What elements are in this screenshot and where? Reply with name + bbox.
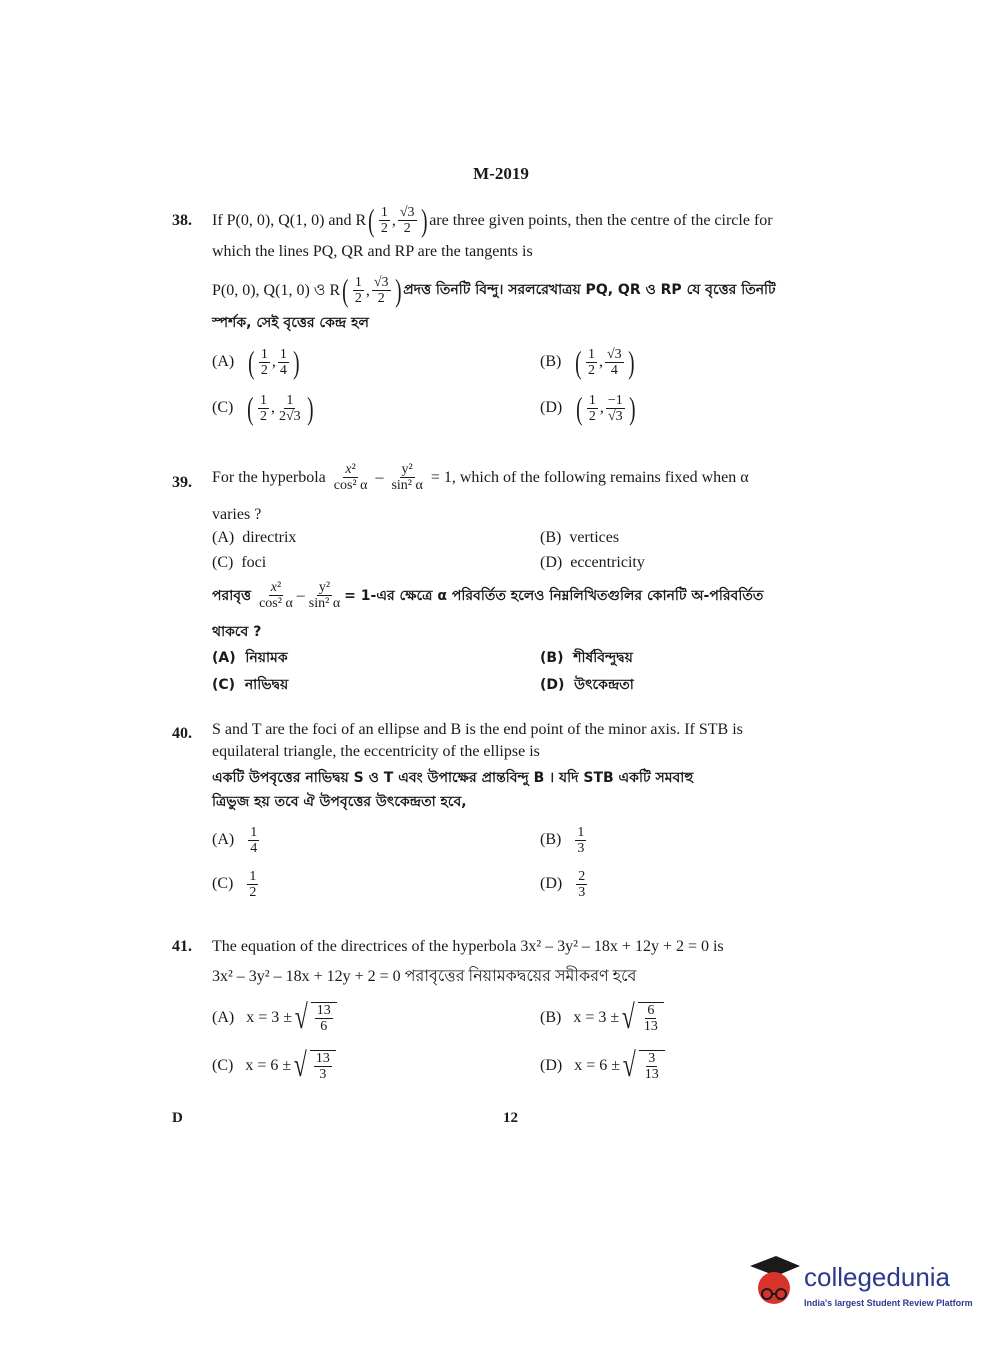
q40-option-a: (A) $\frac{1}{4}$	[212, 824, 258, 856]
q38-bengali-line2: স্পর্শক, সেই বৃত্তের কেন্দ্র হল	[212, 315, 369, 331]
q39-option-b-bn: (B) শীর্ষবিন্দুদ্বয়	[540, 650, 633, 666]
q39-en-suffix: = 1, which of the following remains fixed when α	[430, 469, 749, 486]
q38-option-b: (B) ( $\frac{1}{2}$ , $\frac{√3}{4}$ )	[540, 344, 635, 380]
q41-option-c: (C) x = 6 ± √ $\frac{13}{3}$	[212, 1044, 336, 1088]
q39-option-c-en: (C) foci	[212, 554, 267, 571]
collegedunia-logo[interactable]	[746, 1252, 976, 1322]
q40-bengali-line1: একটি উপবৃত্তের নাভিদ্বয় S ও T এবং উপাক্ষের প্রান্তবিন্দু B । যদি STB একটি সমবাহু	[212, 770, 694, 786]
q41-option-d: (D) x = 6 ± √ $\frac{3}{13}$	[540, 1044, 665, 1088]
q39-bengali-line2: থাকবে ?	[212, 624, 262, 640]
q39-english-line1: For the hyperbola $\frac{\text{x²}}{\text{cos² α}}$ – $\frac{\text{y²}}{\text{sin² α}}$ = 1, which of the following remains fixed when α	[212, 462, 749, 493]
q40-english-line1: S and T are the foci of an ellipse and B is the end point of the minor axis. If STB is	[212, 721, 743, 738]
q39-option-b-en: (B) vertices	[540, 529, 620, 546]
q41-option-b: (B) x = 3 ± √ $\frac{6}{13}$	[540, 996, 664, 1040]
q38-bn-prefix: P(0, 0), Q(1, 0) ও R	[212, 281, 341, 299]
q38-bengali-line1	[212, 274, 776, 306]
q40-option-d: (D) $\frac{2}{3}$	[540, 868, 586, 900]
question-number-39: 39.	[172, 474, 192, 491]
page-header: M-2019	[473, 164, 529, 183]
q38-option-d: (D) ( $\frac{1}{2}$ , $\frac{-1}{√3}$ )	[540, 390, 636, 426]
q38-option-a: (A) ( $\frac{1}{2}$ , $\frac{1}{4}$ )	[212, 344, 300, 380]
q39-option-d-bn: (D) উৎকেন্দ্রতা	[540, 677, 634, 693]
q38-option-c: (C) ( $\frac{1}{2}$ , $\frac{1}{2√3}$ )	[212, 390, 314, 426]
mascot-icon	[746, 1252, 802, 1316]
q38-english-line1	[212, 204, 773, 236]
q41-bengali-line1: 3x² – 3y² – 18x + 12y + 2 = 0 পরাবৃত্তের নিয়ামকদ্বয়ের সমীকরণ হবে	[212, 968, 637, 985]
point-r-coordinates: ( $\frac{1}{2}$ , $\frac{√3}{2}$ )	[368, 202, 428, 238]
question-number-38: 38.	[172, 212, 192, 229]
page-number: 12	[503, 1110, 518, 1126]
q40-option-c: (C) $\frac{1}{2}$	[212, 868, 257, 900]
q41-option-a: (A) x = 3 ± √ $\frac{13}{6}$	[212, 996, 337, 1040]
q38-english-line2: which the lines PQ, QR and RP are the tangents is	[212, 243, 533, 260]
q40-option-b: (B) $\frac{1}{3}$	[540, 824, 585, 856]
q39-option-c-bn: (C) নাভিদ্বয়	[212, 677, 289, 693]
brand-tagline: India's largest Student Review Platform	[804, 1298, 973, 1308]
q39-english-line2: varies ?	[212, 506, 262, 523]
q39-en-prefix: For the hyperbola	[212, 469, 326, 486]
q39-option-d-en: (D) eccentricity	[540, 554, 645, 571]
q38-bn-suffix: প্রদত্ত তিনটি বিন্দু। সরলরেখাত্রয় PQ, QR ও RP যে বৃত্তের তিনটি	[403, 282, 776, 298]
q39-bengali-line1: পরাবৃত্ত $\frac{\text{x²}}{\text{cos² α}}$ – $\frac{\text{y²}}{\text{sin² α}}$ = 1-এর ক্ষেত্রে α পরিবর্তিত হলেও নিম্নলিখিতগুলির কোনটি অ-পরিবর্তিত	[212, 580, 764, 611]
q40-bengali-line2: ত্রিভুজ হয় তবে ঐ উপবৃত্তের উৎকেন্দ্রতা হবে,	[212, 794, 467, 810]
point-r-coordinates-bn: ( $\frac{1}{2}$ , $\frac{√3}{2}$ )	[342, 272, 402, 308]
q39-option-a-en: (A) directrix	[212, 529, 297, 546]
footer-code: D	[172, 1110, 183, 1126]
q39-option-a-bn: (A) নিয়ামক	[212, 650, 288, 666]
q38-en-suffix: are three given points, then the centre of the circle for	[429, 211, 773, 229]
brand-name: collegedunia	[804, 1262, 951, 1292]
q40-english-line2: equilateral triangle, the eccentricity of the ellipse is	[212, 743, 540, 760]
question-number-40: 40.	[172, 725, 192, 742]
q38-en-prefix: If P(0, 0), Q(1, 0) and R	[212, 211, 367, 229]
question-number-41: 41.	[172, 938, 192, 955]
q41-english-line1: The equation of the directrices of the hyperbola 3x² – 3y² – 18x + 12y + 2 = 0 is	[212, 938, 724, 955]
